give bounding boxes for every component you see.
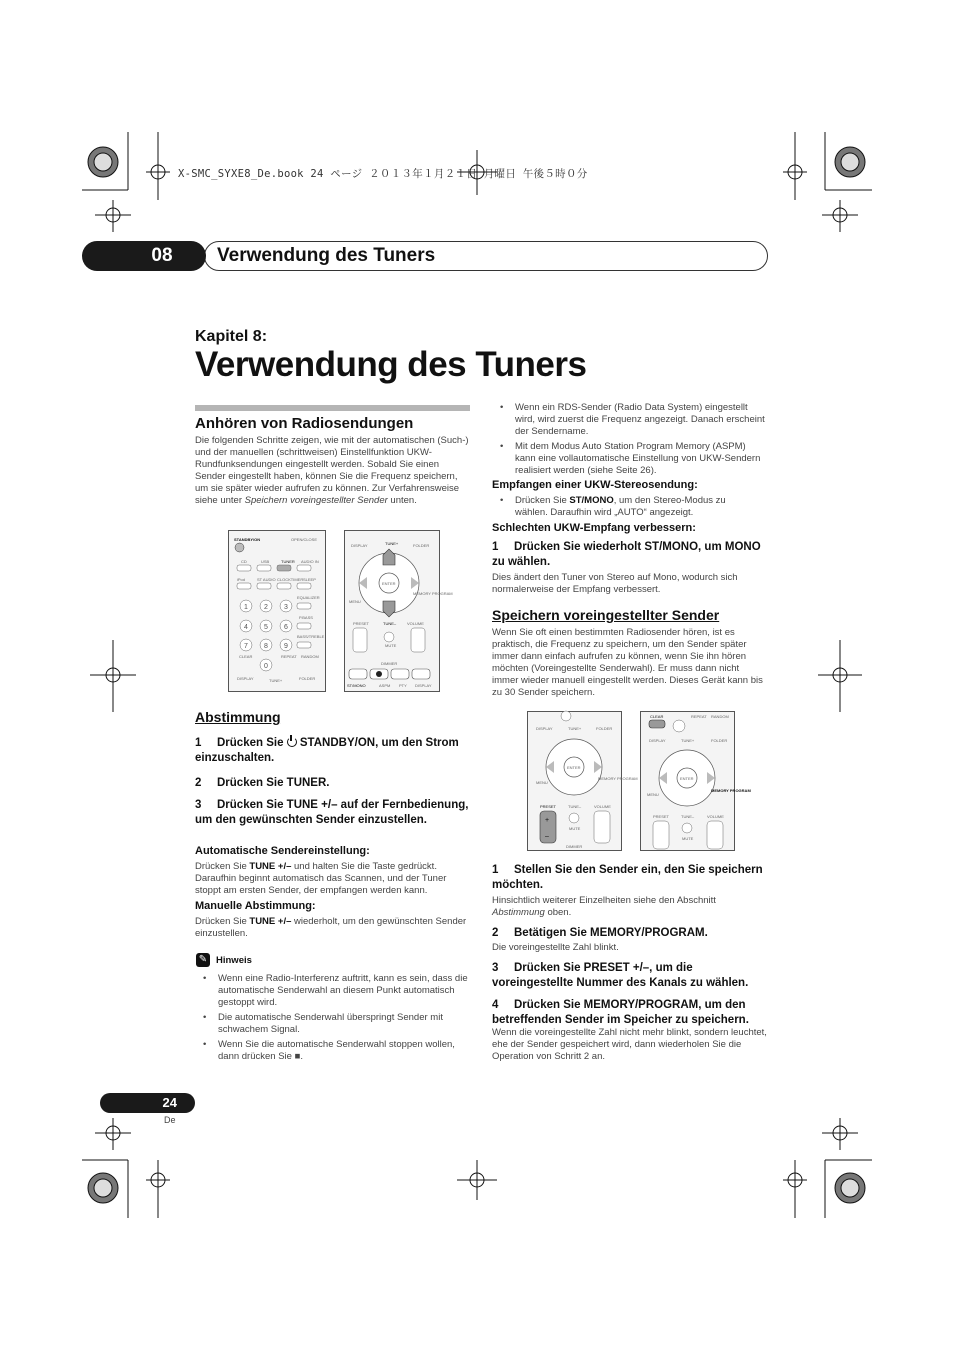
abstimmung-step-2: 2 Drücken Sie TUNER. [195,777,330,789]
label-p-tune-minus: TUNE– [568,804,582,809]
chapter-title-bar [204,241,768,271]
svg-text:4: 4 [244,624,248,631]
label-display: DISPLAY [237,676,254,681]
bad-reception-note: Dies ändert den Tuner von Stereo auf Mono, wodurch sich normalerweise der Empfang verbessert. [492,572,738,595]
page-title: Verwendung des Tuners [195,345,587,384]
page-language: De [164,1115,176,1125]
svg-text:1: 1 [244,604,248,611]
svg-text:9: 9 [284,643,288,650]
abstimmung-heading: Abstimmung [195,709,281,725]
label-p-menu: MENU [536,780,548,785]
label-enter: ENTER [382,581,396,586]
label-open-close: OPEN/CLOSE [291,537,318,542]
label-m-menu: MENU [647,792,659,797]
page-number-badge [100,1093,195,1113]
label-p-bass: P.BASS [299,615,313,620]
page-number: 24 [162,1095,177,1110]
label-m-tune-minus: TUNE– [681,814,695,819]
label-memory-program: MEMORY PROGRAM [413,591,453,596]
chapter-number-badge [82,241,206,271]
label-clear: CLEAR [239,654,253,659]
kapitel-label: Kapitel 8: [195,328,268,345]
rds-bullet: • Wenn ein RDS-Sender (Radio Data System) eingestellt wird, wird zuerst die Frequenz angezeigt. Danach erscheint der Sendername. [492,402,767,438]
label-m-tune-plus: TUNE+ [681,738,695,743]
auto-tuning-key: TUNE +/– [249,861,292,872]
label-tune-minus: TUNE– [383,621,397,626]
label-m-display: DISPLAY [649,738,666,743]
note-item: • Die automatische Senderwahl überspringt Sender mit schwachem Signal. [195,1012,475,1036]
svg-text:+: + [545,817,550,824]
label-clocktimer: CLOCKTIMER [277,577,304,582]
preset-step-2: 2 Betätigen Sie MEMORY/PROGRAM. [492,927,708,939]
label-ipod: iPod [237,577,246,582]
preset-step-1: 1 Stellen Sie den Sender ein, den Sie speichern möchten. [492,864,763,891]
label-pty: PTY [399,683,407,688]
abstimmung-step-1: 1 Drücken Sie STANDBY/ON, um den Strom einzuschalten. [195,737,459,764]
power-icon [287,737,297,747]
remote-illustration-main [228,530,326,692]
label-cd: CD [241,559,247,564]
label-p-mute: MUTE [569,826,581,831]
auto-tuning-heading: Automatische Sendereinstellung: [195,845,370,857]
section-intro: Die folgenden Schritte zeigen, wie mit der automatischen (Such-) und der manuellen (schrittweisen) Einstellfunktion UKW-Rundfunksendungen eingestellt werden. Sobald Sie einen Sender eingestellt haben, können Sie die Frequenz speichern, um sie später wieder aufrufen zu können. Zur Verfahrensweise siehe unter Speichern voreingestellter Sender unten. [195,435,469,506]
label-p-folder: FOLDER [596,726,613,731]
label-audio-in: AUDIO IN [301,559,319,564]
svg-text:0: 0 [264,663,268,670]
preset-step-2-note: Die voreingestellte Zahl blinkt. [492,942,619,953]
label-nav-display: DISPLAY [351,543,368,548]
chapter-title: Verwendung des Tuners [217,245,436,266]
label-m-repeat: REPEAT [691,714,707,719]
auto-tuning-text: Drücken Sie TUNE +/– und halten Sie die Taste gedrückt. Daraufhin beginnt automatisch das Scannen, und der Tuner stoppt am ersten Sender, der empfangen werden kann. [195,861,447,896]
label-p-tune-plus: TUNE+ [568,726,582,731]
label-volume: VOLUME [407,621,424,626]
label-menu: MENU [349,599,361,604]
svg-text:3: 3 [284,604,288,611]
label-repeat: REPEAT [281,654,297,659]
aspm-bullet: • Mit dem Modus Auto Station Program Memory (ASPM) kann eine vollautomatische Einstellung von UKW-Sendern realisiert werden (siehe Seite 26). [492,441,767,477]
label-p-preset: PRESET [540,804,557,809]
preset-step-4-note: Wenn die voreingestellte Zahl nicht mehr blinkt, sondern leuchtet, ehe der Sender gespeichert wird, dann wiederholen Sie die Operation von Schritt 2 an. [492,1027,767,1062]
label-standby: STANDBY/ON [234,537,261,542]
label-p-volume: VOLUME [594,804,611,809]
label-aspm: ASPM [379,683,391,688]
label-mute: MUTE [385,643,397,648]
remote-illustration-navigation [344,530,453,692]
label-p-dimmer: DIMMER [566,844,583,849]
label-tune-plus: TUNE+ [269,678,283,683]
section-divider-bar [195,405,470,411]
presets-heading: Speichern voreingestellter Sender [492,607,720,623]
label-st-mono: ST/MONO [347,683,366,688]
remote-illustration-preset [527,711,638,851]
manual-tuning-heading: Manuelle Abstimmung: [195,900,316,912]
bad-reception-heading: Schlechten UKW-Empfang verbessern: [492,522,696,534]
label-bass-treble: BASS/TREBLE [297,634,325,639]
label-tuner: TUNER [281,559,295,564]
label-usb: USB [261,559,270,564]
preset-step-3: 3 Drücken Sie PRESET +/–, um die voreingestellte Nummer des Kanals zu wählen. [492,962,749,989]
svg-text:–: – [545,833,549,840]
rds-bullet-list [492,402,767,480]
label-disp: DISPLAY [415,683,432,688]
label-st-audio: ST AUDIO [257,577,276,582]
label-m-mute: MUTE [682,836,694,841]
label-folder: FOLDER [299,676,316,681]
label-p-enter: ENTER [567,765,581,770]
chapter-number: 08 [151,245,173,266]
label-p-display: DISPLAY [536,726,553,731]
label-p-memory: MEMORY PROGRAM [598,776,638,781]
stereo-heading: Empfangen einer UKW-Stereosendung: [492,479,698,491]
label-preset: PRESET [353,621,370,626]
svg-text:2: 2 [264,604,268,611]
remote-illustration-memory [640,711,751,851]
label-random: RANDOM [301,654,319,659]
presets-intro: Wenn Sie oft einen bestimmten Radiosender hören, ist es praktisch, die Frequenz zu speichern, um den Sender später immer dann einfach aufrufen zu können, wenn Sie ihn hören möchten (Voreingestellte Senderwahl). Er muss dann nicht immer wieder manuell eingestellt werden. Dieses Gerät kann bis zu 30 Sender speichern. [492,627,763,698]
svg-text:5: 5 [264,624,268,631]
manual-tuning-key: TUNE +/– [249,916,292,927]
svg-text:6: 6 [284,624,288,631]
label-nav-folder: FOLDER [413,543,430,548]
note-label: Hinweis [216,955,252,966]
svg-text:8: 8 [264,643,268,650]
section-heading-radio: Anhören von Radiosendungen [195,415,414,432]
label-m-enter: ENTER [680,776,694,781]
label-m-memory: MEMORY PROGRAM [711,788,751,793]
bad-reception-step: 1 Drücken Sie wiederholt ST/MONO, um MONO zu wählen. [492,541,761,568]
label-m-random: RANDOM [711,714,729,719]
label-equalizer: EQUALIZER [297,595,320,600]
preset-step-4: 4 Drücken Sie MEMORY/PROGRAM, um den betreffenden Sender im Speicher zu speichern. [492,999,749,1026]
label-m-clear: CLEAR [650,714,664,719]
stereo-item: • Drücken Sie ST/MONO, um den Stereo-Modus zu wählen. Daraufhin wird „AUTO“ angezeigt. [492,495,752,519]
preset-step-1-note: Hinsichtlich weiterer Einzelheiten siehe den Abschnitt Abstimmung oben. [492,895,716,918]
stereo-list [492,495,752,522]
label-m-preset: PRESET [653,814,670,819]
note-item: • Wenn Sie die automatische Senderwahl stoppen wollen, dann drücken Sie ■. [195,1039,475,1063]
note-pencil-icon: ✎ [196,953,210,967]
svg-text:7: 7 [244,643,248,650]
label-dimmer: DIMMER [381,661,398,666]
label-sleep: SLEEP [303,577,316,582]
note-item: • Wenn eine Radio-Interferenz auftritt, kann es sein, dass die automatische Senderwahl an diesem Punkt automatisch gestoppt wird. [195,973,475,1009]
label-m-folder: FOLDER [711,738,728,743]
label-nav-tune-plus: TUNE+ [385,541,399,546]
print-header: X-SMC_SYXE8_De.book 24 ページ ２０１３年１月２１日 月曜日 午後５時０分 [178,168,588,180]
note-list [195,973,475,1066]
abstimmung-step-3: 3 Drücken Sie TUNE +/– auf der Fernbedienung, um den gewünschten Sender einzustellen. [195,799,469,826]
intro-reference: Speichern voreingestellter Sender [244,495,388,506]
label-m-volume: VOLUME [707,814,724,819]
manual-tuning-text: Drücken Sie TUNE +/– wiederholt, um den gewünschten Sender einzustellen. [195,916,467,939]
